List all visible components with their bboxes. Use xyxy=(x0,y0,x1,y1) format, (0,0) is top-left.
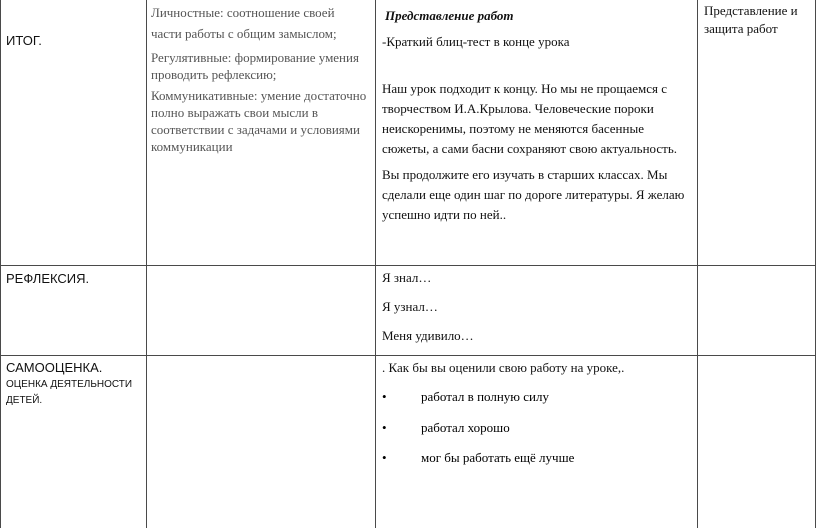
reflexia-item: Я знал… xyxy=(382,270,432,285)
stage-cell-reflexia xyxy=(6,271,89,286)
stage-label: САМООЦЕНКА. xyxy=(6,360,103,375)
reflexia-item: Я узнал… xyxy=(382,299,438,314)
activity-cell-reflexia xyxy=(382,270,474,344)
uud-communicative: Коммуникативные: умение достаточно полно выражать свои мысли в соответствии с задачами и условиями коммуникации xyxy=(151,88,367,154)
selfassessment-option: работал хорошо xyxy=(421,420,510,435)
selfassessment-question: . Как бы вы оценили свою работу на уроке,. xyxy=(382,360,625,375)
selfassessment-option: мог бы работать ещё лучше xyxy=(421,450,575,465)
bullet-icon: • xyxy=(382,420,387,435)
uud-cell xyxy=(151,2,371,155)
activity-cell-samoocenka xyxy=(382,360,624,376)
activity-paragraph-2: Вы продолжите его изучать в старших классах. Мы сделали еще один шаг по дороге литературы. Я желаю успешно идти по ней.. xyxy=(382,167,685,222)
stage-cell-itog xyxy=(6,33,42,48)
activity-title: Представление работ xyxy=(385,8,514,23)
result-cell-itog xyxy=(704,2,812,38)
result-text: Представление и защита работ xyxy=(704,3,798,36)
table-border xyxy=(146,0,147,528)
activity-cell-itog xyxy=(382,8,692,225)
bullet-icon: • xyxy=(382,389,387,404)
stage-label: ИТОГ. xyxy=(6,33,42,48)
activity-blitz-test: -Краткий блиц-тест в конце урока xyxy=(382,34,570,49)
uud-personal: Личностные: соотношение своей части работы с общим замыслом; xyxy=(151,5,337,41)
stage-sublabel: ОЦЕНКА ДЕЯТЕЛЬНОСТИ ДЕТЕЙ. xyxy=(6,379,133,406)
table-border xyxy=(0,355,816,356)
bullet-icon: • xyxy=(382,450,387,465)
stage-label: РЕФЛЕКСИЯ. xyxy=(6,271,90,286)
table-border xyxy=(0,0,1,528)
activity-paragraph-1: Наш урок подходит к концу. Но мы не прощаемся с творчеством И.А.Крылова. Человеческие пороки неискоренимы, поэтому не меняются басенные сюжеты, а сами басни сохраняют свою актуальность. xyxy=(382,81,677,156)
uud-regulatory: Регулятивные: формирование умения проводить рефлексию; xyxy=(151,50,359,82)
reflexia-item: Меня удивило… xyxy=(382,328,474,343)
table-border xyxy=(375,0,376,528)
selfassessment-option: работал в полную силу xyxy=(421,389,549,404)
table-border xyxy=(0,265,816,266)
table-border xyxy=(697,0,698,528)
stage-cell-samoocenka xyxy=(6,360,146,409)
